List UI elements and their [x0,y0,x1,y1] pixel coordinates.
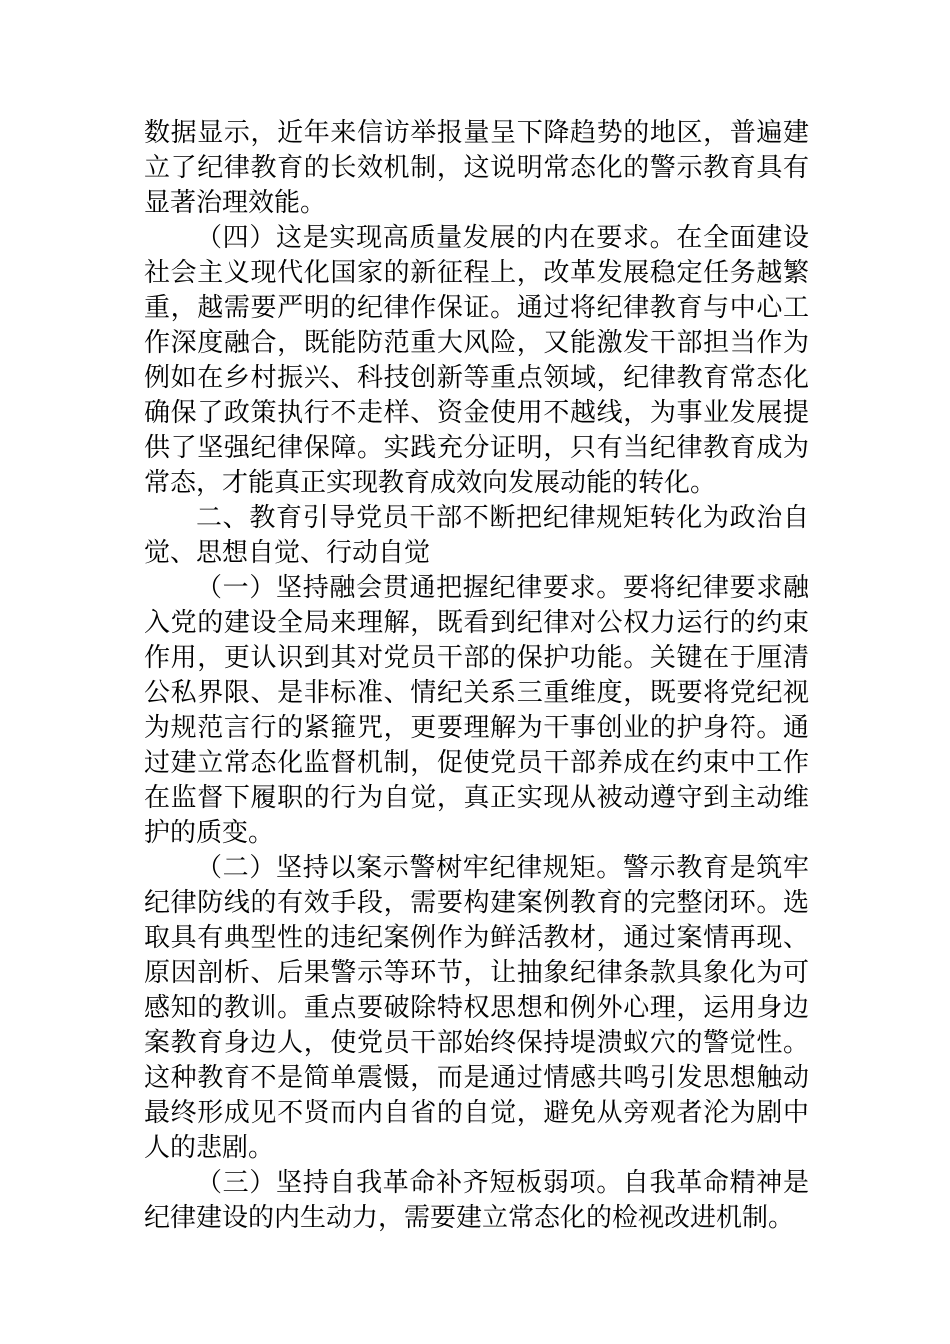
paragraph-subsection-1: （一）坚持融会贯通把握纪律要求。要将纪律要求融入党的建设全局来理解，既看到纪律对公权力运行的约束作用，更认识到其对党员干部的保护功能。关键在于厘清公私界限、是非标准、情纪关系三重维度，既要将党纪视为规范言行的紧箍咒，更要理解为干事创业的护身符。通过建立常态化监督机制，促使党员干部养成在约束中工作在监督下履职的行为自觉，真正实现从被动遵守到主动维护的质变。 [144,573,809,848]
paragraph-continuation: 数据显示，近年来信访举报量呈下降趋势的地区，普遍建立了纪律教育的长效机制，这说明常态化的警示教育具有显著治理效能。 [144,118,809,218]
paragraph-section-4: （四）这是实现高质量发展的内在要求。在全面建设社会主义现代化国家的新征程上，改革发展稳定任务越繁重，越需要严明的纪律作保证。通过将纪律教育与中心工作深度融合，既能防范重大风险，又能激发干部担当作为例如在乡村振兴、科技创新等重点领域，纪律教育常态化确保了政策执行不走样、资金使用不越线，为事业发展提供了坚强纪律保障。实践充分证明，只有当纪律教育成为常态，才能真正实现教育成效向发展动能的转化。 [144,223,809,498]
section-heading-2: 二、教育引导党员干部不断把纪律规矩转化为政治自觉、思想自觉、行动自觉 [144,503,809,568]
paragraph-subsection-2: （二）坚持以案示警树牢纪律规矩。警示教育是筑牢纪律防线的有效手段，需要构建案例教育的完整闭环。选取具有典型性的违纪案例作为鲜活教材，通过案情再现、原因剖析、后果警示等环节，让抽象纪律条款具象化为可感知的教训。重点要破除特权思想和例外心理，运用身边案教育身边人，使党员干部始终保持堤溃蚁穴的警觉性。这种教育不是简单震慑，而是通过情感共鸣引发思想触动最终形成见不贤而内自省的自觉，避免从旁观者沦为剧中人的悲剧。 [144,853,809,1163]
document-body [144,116,809,1236]
paragraph-subsection-3: （三）坚持自我革命补齐短板弱项。自我革命精神是纪律建设的内生动力，需要建立常态化的检视改进机制。 [144,1168,809,1233]
